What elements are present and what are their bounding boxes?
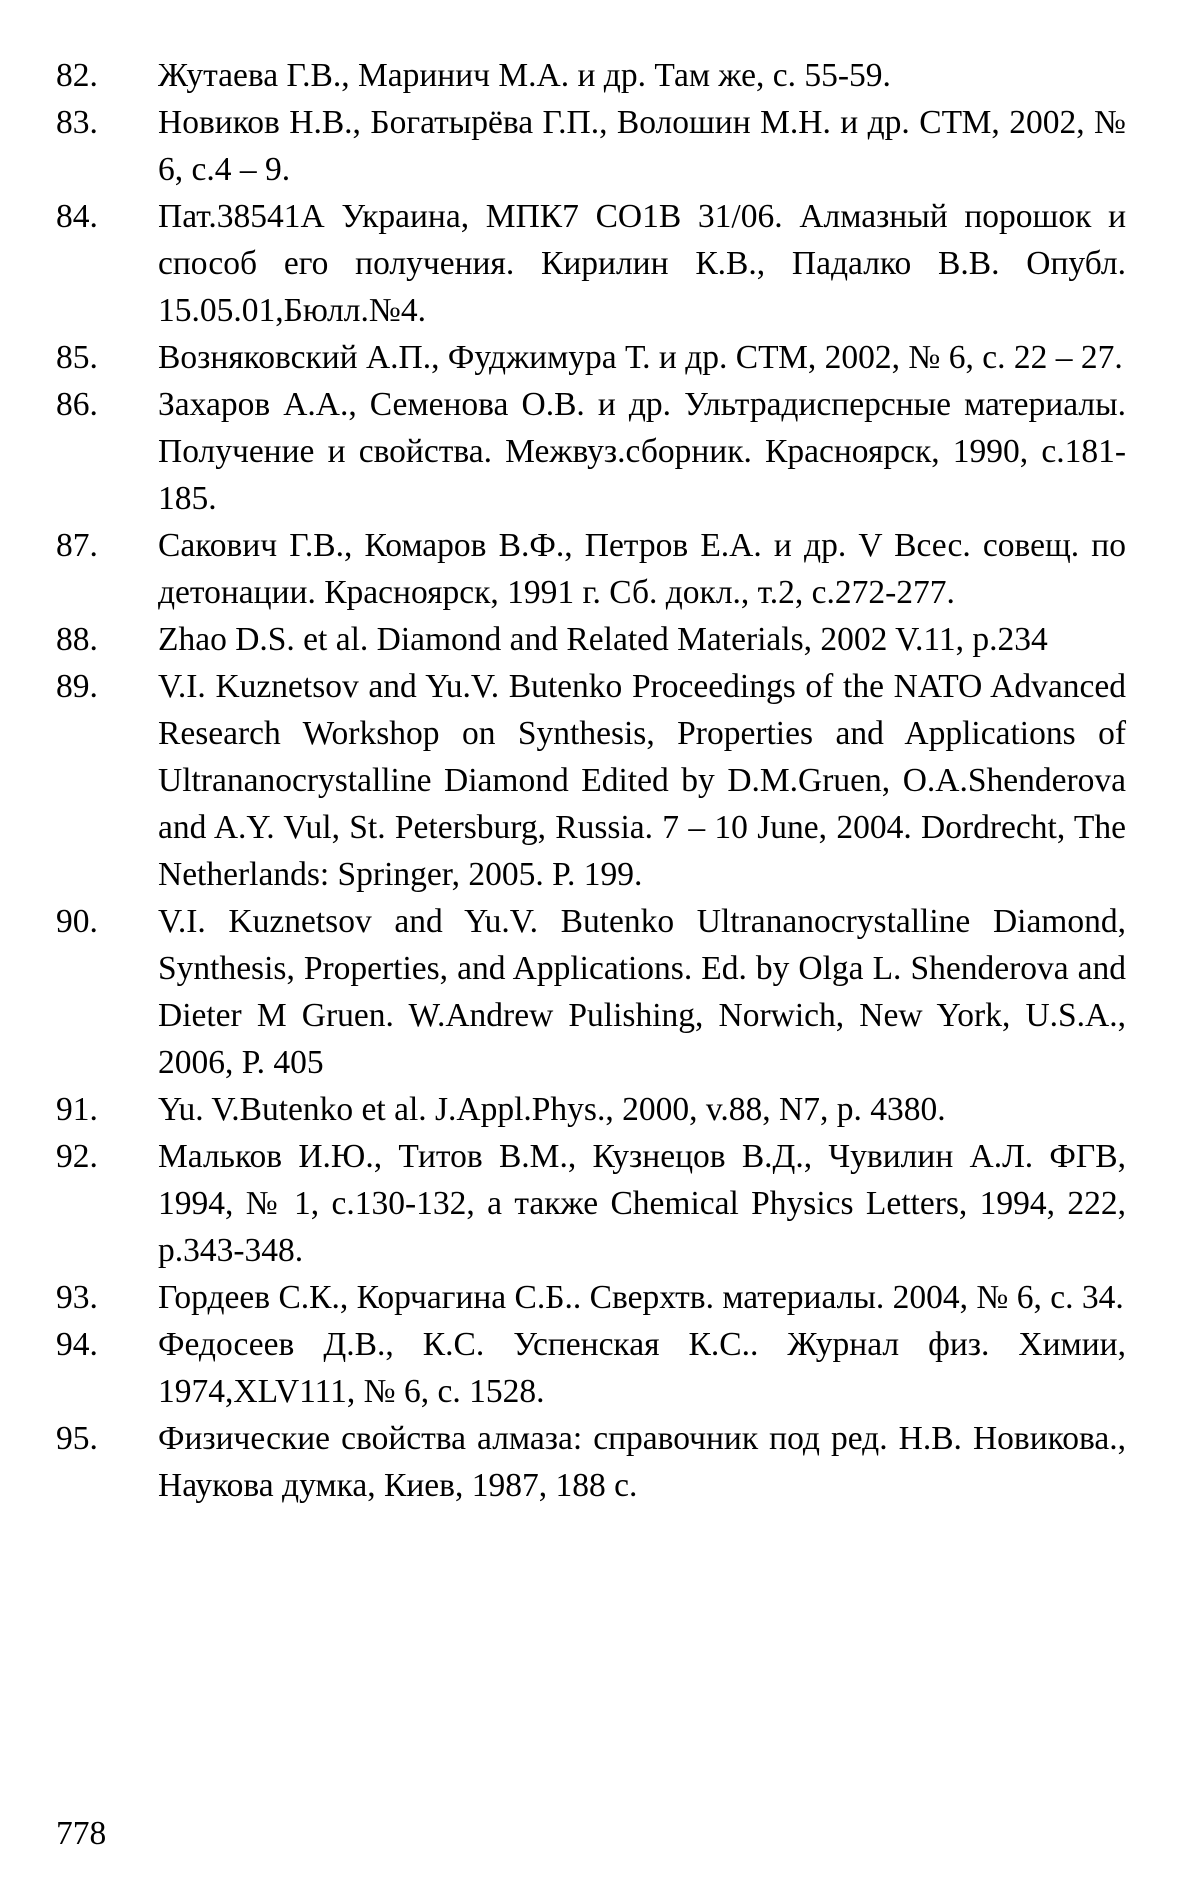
reference-item bbox=[56, 381, 1126, 522]
reference-item bbox=[56, 616, 1126, 663]
reference-number: 85. bbox=[56, 339, 98, 376]
reference-item bbox=[56, 1415, 1126, 1509]
reference-number: 92. bbox=[56, 1138, 98, 1175]
reference-number: 88. bbox=[56, 621, 98, 658]
reference-item bbox=[56, 1133, 1126, 1274]
reference-list bbox=[56, 52, 1126, 1509]
reference-text: Физические свойства алмаза: справочник под ред. Н.В. Новикова., Наукова думка, Киев, 1987, 188 с. bbox=[158, 1420, 1126, 1504]
reference-number: 93. bbox=[56, 1279, 98, 1316]
reference-item bbox=[56, 1321, 1126, 1415]
reference-item bbox=[56, 193, 1126, 334]
reference-item bbox=[56, 663, 1126, 898]
reference-item bbox=[56, 1274, 1126, 1321]
reference-number: 91. bbox=[56, 1091, 98, 1128]
reference-number: 83. bbox=[56, 104, 98, 141]
reference-item bbox=[56, 52, 1126, 99]
reference-text: Захаров А.А., Семенова О.В. и др. Ультрадисперсные материалы. Получение и свойства. Межвуз.сборник. Красноярск, 1990, с.181-185. bbox=[158, 386, 1126, 517]
reference-number: 82. bbox=[56, 57, 98, 94]
reference-text: Yu. V.Butenko et al. J.Appl.Phys., 2000, v.88, N7, p. 4380. bbox=[158, 1091, 946, 1128]
reference-text: V.I. Kuznetsov and Yu.V. Butenko Proceedings of the NATO Advanced Research Workshop on Synthesis, Properties and Applications of Ultrananocrystalline Diamond Edited by D.M.Gruen, O.A.Shenderova and A.Y. Vul, St. Petersburg, Russia. 7 – 10 June, 2004. Dordrecht, The Netherlands: Springer, 2005. P. 199. bbox=[158, 668, 1126, 893]
reference-item bbox=[56, 522, 1126, 616]
reference-item bbox=[56, 99, 1126, 193]
reference-text: Сакович Г.В., Комаров В.Ф., Петров Е.А. и др. V Всес. совещ. по детонации. Красноярск, 1991 г. Сб. докл., т.2, с.272-277. bbox=[158, 527, 1126, 611]
reference-text: Мальков И.Ю., Титов В.М., Кузнецов В.Д., Чувилин А.Л. ФГВ, 1994, № 1, с.130-132, а также Chemical Physics Letters, 1994, 222, p.343-348. bbox=[158, 1138, 1126, 1269]
reference-number: 84. bbox=[56, 198, 98, 235]
reference-item bbox=[56, 898, 1126, 1086]
reference-text: Zhao D.S. et al. Diamond and Related Materials, 2002 V.11, p.234 bbox=[158, 621, 1048, 658]
reference-text: Пат.38541А Украина, МПК7 CO1B 31/06. Алмазный порошок и способ его получения. Кирилин К.В., Падалко В.В. Опубл. 15.05.01,Бюлл.№4. bbox=[158, 198, 1126, 329]
reference-text: V.I. Kuznetsov and Yu.V. Butenko Ultrananocrystalline Diamond, Synthesis, Properties, and Applications. Ed. by Olga L. Shenderova and Dieter M Gruen. W.Andrew Pulishing, Norwich, New York, U.S.A., 2006, P. 405 bbox=[158, 903, 1126, 1081]
reference-text: Федосеев Д.В., К.С. Успенская К.С.. Журнал физ. Химии, 1974,XLV111, № 6, с. 1528. bbox=[158, 1326, 1126, 1410]
reference-text: Жутаева Г.В., Маринич М.А. и др. Там же, с. 55-59. bbox=[158, 57, 891, 94]
reference-number: 87. bbox=[56, 527, 98, 564]
reference-text: Гордеев С.К., Корчагина С.Б.. Сверхтв. материалы. 2004, № 6, с. 34. bbox=[158, 1279, 1124, 1316]
reference-number: 94. bbox=[56, 1326, 98, 1363]
reference-number: 86. bbox=[56, 386, 98, 423]
reference-text: Возняковский А.П., Фуджимура Т. и др. СТМ, 2002, № 6, с. 22 – 27. bbox=[158, 339, 1123, 376]
reference-number: 90. bbox=[56, 903, 98, 940]
reference-number: 89. bbox=[56, 668, 98, 705]
reference-text: Новиков Н.В., Богатырёва Г.П., Волошин М.Н. и др. СТМ, 2002, № 6, с.4 – 9. bbox=[158, 104, 1126, 188]
reference-item bbox=[56, 334, 1126, 381]
reference-number: 95. bbox=[56, 1420, 98, 1457]
page-number: 778 bbox=[56, 1815, 107, 1852]
reference-item bbox=[56, 1086, 1126, 1133]
